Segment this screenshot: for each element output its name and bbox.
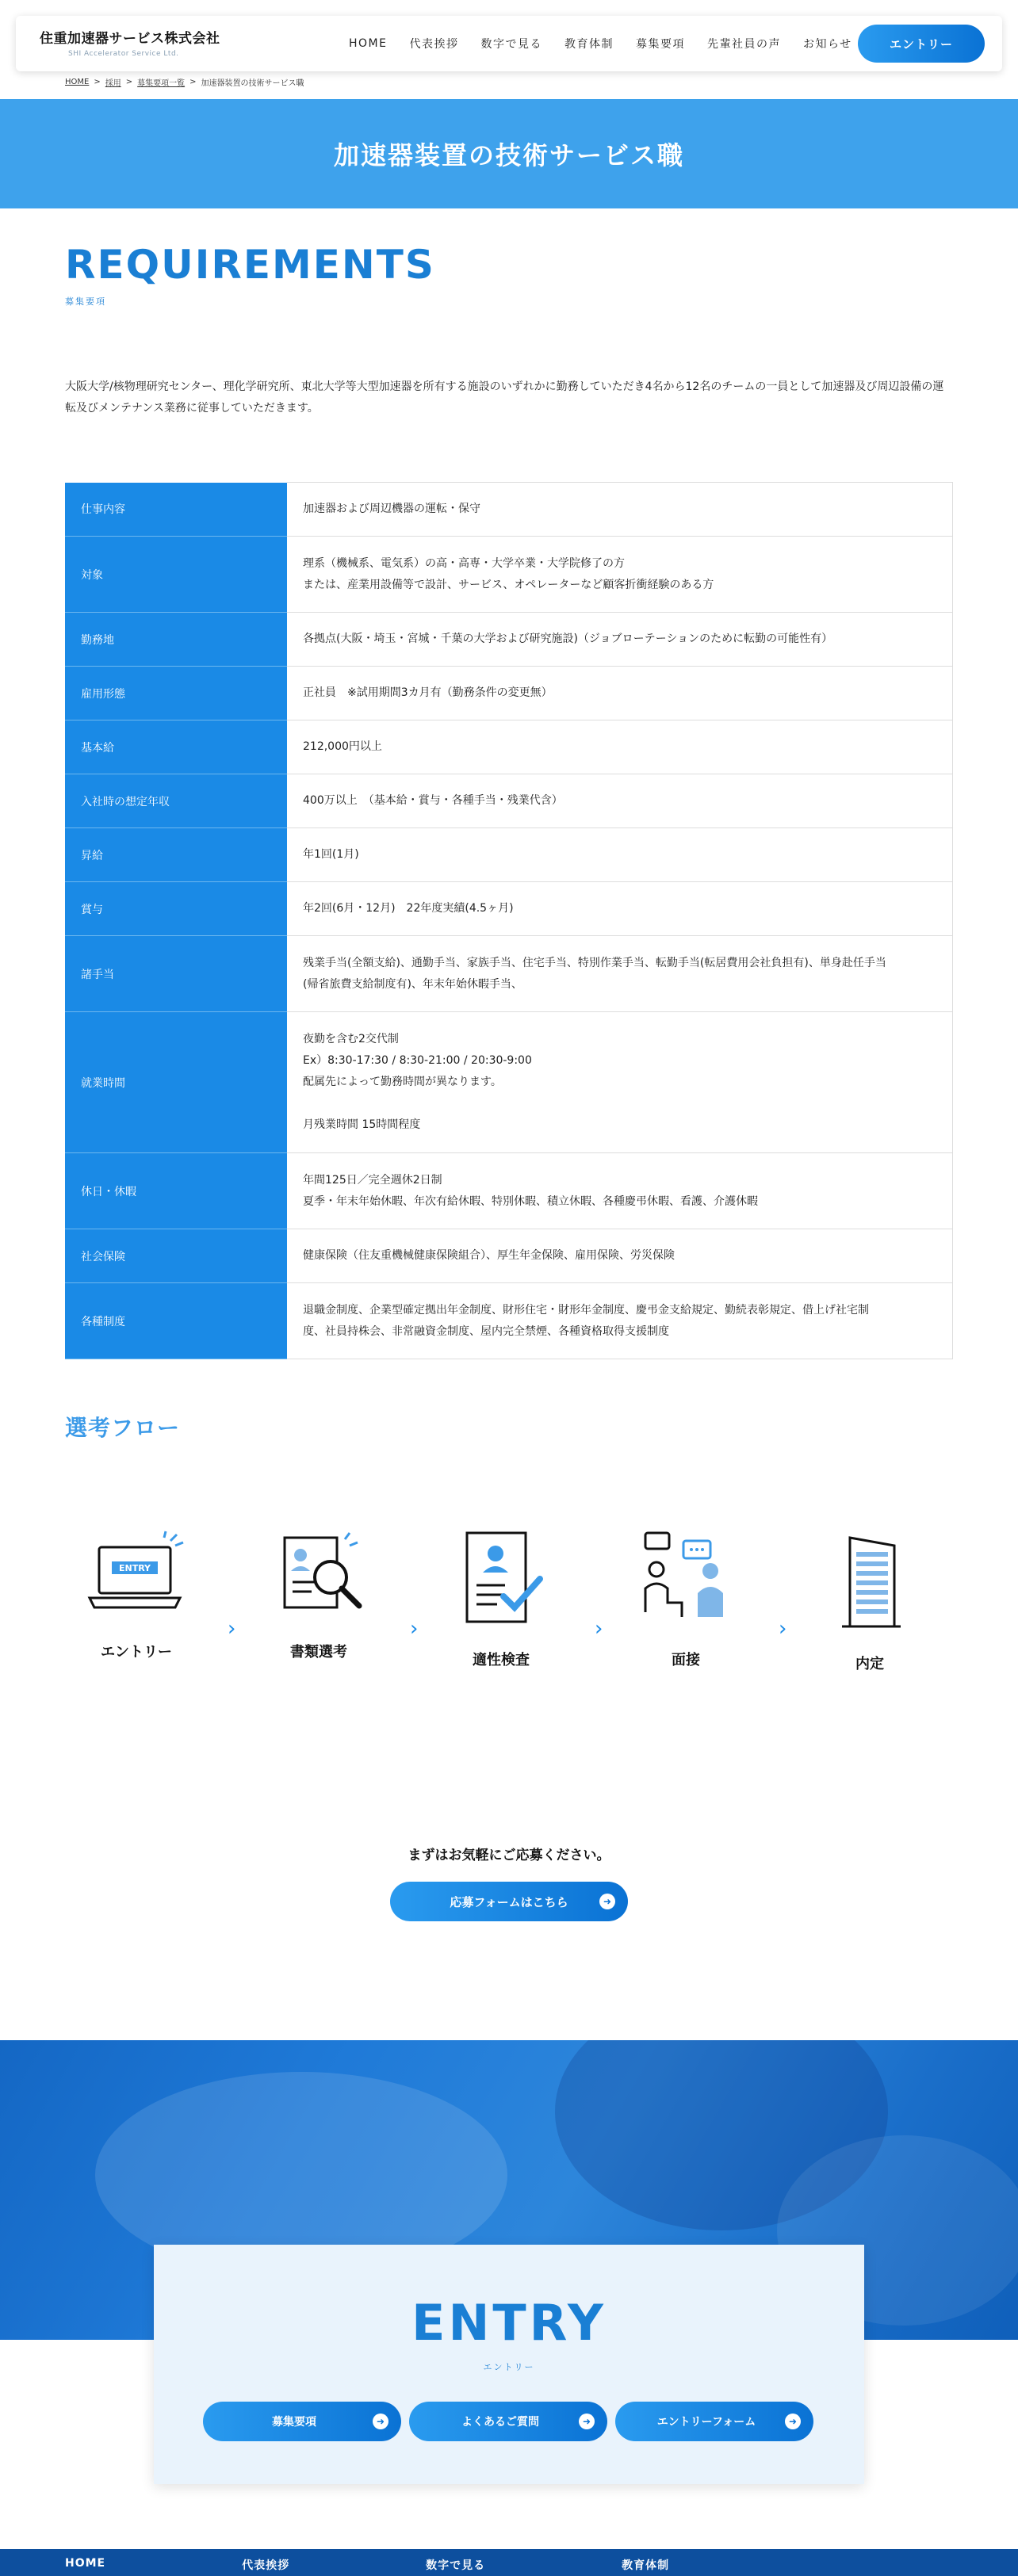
requirements-row-label: 昇給 bbox=[65, 828, 287, 882]
entry-card bbox=[154, 2245, 864, 2484]
arrow-right-icon: ➜ bbox=[373, 2414, 388, 2429]
requirements-row-value bbox=[287, 828, 953, 882]
requirements-row-label: 各種制度 bbox=[65, 1283, 287, 1359]
requirements-row bbox=[65, 774, 953, 828]
nav-requirements[interactable]: 募集要項 bbox=[635, 38, 685, 51]
chevron-right-icon: › bbox=[410, 1617, 419, 1641]
breadcrumb-separator: > bbox=[125, 78, 133, 86]
flow-step-offer bbox=[798, 1530, 941, 1673]
footer-nav bbox=[65, 2557, 669, 2573]
main-nav bbox=[349, 16, 852, 71]
requirements-row-label: 休日・休暇 bbox=[65, 1153, 287, 1229]
requirements-row-value bbox=[287, 882, 953, 936]
requirements-row bbox=[65, 537, 953, 613]
requirements-row bbox=[65, 936, 953, 1012]
document-check-icon bbox=[450, 1530, 553, 1625]
requirements-row bbox=[65, 720, 953, 774]
flow-heading: 選考フロー bbox=[65, 1415, 181, 1441]
footer-nav-education[interactable]: 教育体制 bbox=[622, 2559, 670, 2572]
requirements-row bbox=[65, 828, 953, 882]
requirements-row-label: 入社時の想定年収 bbox=[65, 774, 287, 828]
requirements-row-value bbox=[287, 537, 953, 613]
breadcrumb-current: 加速器装置の技術サービス職 bbox=[201, 79, 304, 88]
breadcrumb-separator: > bbox=[189, 78, 197, 86]
requirements-row-value bbox=[287, 1229, 953, 1283]
requirements-value-line: または、産業用設備等で設計、サービス、オペレーターなど顧客折衝経験のある方 bbox=[303, 578, 714, 591]
requirements-intro: 大阪大学/核物理研究センター、理化学研究所、東北大学等大型加速器を所有する施設のいずれかに勤務していただき4名から12名のチームの一員として加速器及び周辺設備の運転及びメンテナンス業務に従事していただきます。 bbox=[65, 380, 944, 415]
footer-nav-greeting[interactable]: 代表挨拶 bbox=[242, 2559, 290, 2572]
requirements-value-line: 度、社員持株会、非常融資金制度、屋内完全禁煙、各種資格取得支援制度 bbox=[303, 1324, 669, 1338]
requirements-heading: REQUIREMENTS bbox=[65, 242, 435, 288]
requirements-row bbox=[65, 667, 953, 720]
flow-step-label: 書類選考 bbox=[290, 1644, 347, 1661]
site-footer bbox=[0, 2549, 1018, 2576]
entry-subheading: エントリー bbox=[483, 2362, 535, 2372]
flow-step-aptitude bbox=[430, 1530, 572, 1669]
requirements-row-value bbox=[287, 667, 953, 720]
requirements-row-value bbox=[287, 720, 953, 774]
breadcrumb bbox=[65, 76, 304, 88]
requirements-value-line: 理系（機械系、電気系）の高・高専・大学卒業・大学院修了の方 bbox=[303, 556, 625, 570]
requirements-row bbox=[65, 1229, 953, 1283]
flow-step-label: 適性検査 bbox=[473, 1652, 530, 1668]
requirements-subheading: 募集要項 bbox=[65, 296, 106, 307]
requirements-row-label: 就業時間 bbox=[65, 1012, 287, 1153]
requirements-row-value bbox=[287, 1283, 953, 1359]
arrow-right-icon: ➜ bbox=[785, 2414, 801, 2429]
interview-icon bbox=[634, 1530, 737, 1625]
requirements-row bbox=[65, 483, 953, 537]
chevron-right-icon: › bbox=[779, 1617, 787, 1641]
requirements-row-value bbox=[287, 1012, 953, 1153]
selection-flow bbox=[65, 1530, 953, 1696]
nav-voices[interactable]: 先輩社員の声 bbox=[706, 38, 781, 51]
apply-form-button[interactable] bbox=[390, 1882, 628, 1921]
chevron-right-icon: › bbox=[228, 1617, 236, 1641]
requirements-value-line bbox=[303, 1093, 936, 1114]
arrow-right-icon: ➜ bbox=[599, 1894, 615, 1909]
requirements-row bbox=[65, 1153, 953, 1229]
building-icon bbox=[818, 1530, 921, 1629]
entry-links bbox=[203, 2402, 813, 2441]
requirements-value-line: 健康保険（住友重機械健康保険組合）、厚生年金保険、雇用保険、労災保険 bbox=[303, 1249, 675, 1262]
flow-step-label: 面接 bbox=[672, 1652, 700, 1668]
requirements-row-value bbox=[287, 936, 953, 1012]
flow-step-entry bbox=[65, 1530, 208, 1661]
header-entry-button[interactable]: エントリー bbox=[858, 25, 985, 63]
requirements-value-line: 残業手当(全額支給)、通勤手当、家族手当、住宅手当、特別作業手当、転勤手当(転居費用会社負担有)、単身赴任手当 bbox=[303, 956, 886, 969]
nav-home[interactable]: HOME bbox=[349, 37, 388, 50]
breadcrumb-home[interactable]: HOME bbox=[65, 78, 90, 86]
logo-sub-text: SHI Accelerator Service Ltd. bbox=[68, 50, 179, 58]
footer-nav-numbers[interactable]: 数字で見る bbox=[426, 2559, 486, 2572]
nav-greeting[interactable]: 代表挨拶 bbox=[409, 38, 459, 51]
requirements-row-label: 仕事内容 bbox=[65, 483, 287, 537]
entry-heading: ENTRY bbox=[411, 2294, 607, 2352]
breadcrumb-separator: > bbox=[94, 78, 101, 86]
logo-main-text: 住重加速器サービス株式会社 bbox=[40, 31, 220, 47]
flow-step-interview bbox=[614, 1530, 757, 1669]
requirements-value-line: 夜勤を含む2交代制 bbox=[303, 1033, 399, 1045]
requirements-row-value bbox=[287, 483, 953, 537]
requirements-row-label: 諸手当 bbox=[65, 936, 287, 1012]
requirements-value-line: 400万以上 （基本給・賞与・各種手当・残業代含） bbox=[303, 794, 563, 807]
requirements-row bbox=[65, 613, 953, 667]
page-title: 加速器装置の技術サービス職 bbox=[333, 140, 684, 170]
requirements-value-line: 年2回(6月・12月) 22年度実績(4.5ヶ月) bbox=[303, 902, 514, 915]
requirements-link-button[interactable] bbox=[203, 2402, 401, 2441]
requirements-value-line: 正社員 ※試用期間3カ月有（勤務条件の変更無） bbox=[303, 686, 553, 699]
nav-news[interactable]: お知らせ bbox=[802, 38, 852, 51]
requirements-value-line: 各拠点(大阪・埼玉・宮城・千葉の大学および研究施設)（ジョブローテーションのために転勤の可能性有） bbox=[303, 633, 833, 645]
arrow-right-icon: ➜ bbox=[579, 2414, 595, 2429]
requirements-value-line: (帰省旅費支給制度有)、年末年始休暇手当、 bbox=[303, 977, 522, 991]
site-header bbox=[16, 16, 1002, 71]
requirements-row-label: 社会保険 bbox=[65, 1229, 287, 1283]
requirements-value-line: 加速器および周辺機器の運転・保守 bbox=[303, 503, 480, 515]
nav-numbers[interactable]: 数字で見る bbox=[480, 38, 542, 51]
requirements-value-line: 年1回(1月) bbox=[303, 848, 359, 861]
requirements-table bbox=[65, 482, 953, 1359]
requirements-row bbox=[65, 1283, 953, 1359]
requirements-row-label: 勤務地 bbox=[65, 613, 287, 667]
requirements-row bbox=[65, 882, 953, 936]
breadcrumb-list[interactable]: 募集要項一覧 bbox=[137, 79, 186, 88]
requirements-row-value bbox=[287, 774, 953, 828]
faq-link-label: よくあるご質問 bbox=[461, 2416, 539, 2429]
breadcrumb-recruit[interactable]: 採用 bbox=[105, 79, 121, 88]
requirements-value-line: 退職金制度、企業型確定拠出年金制度、財形住宅・財形年金制度、慶弔金支給規定、勤続表彰規定、借上げ社宅制 bbox=[303, 1303, 869, 1317]
flow-step-document bbox=[247, 1530, 390, 1661]
requirements-value-line: 月残業時間 15時間程度 bbox=[303, 1118, 421, 1131]
nav-education[interactable]: 教育体制 bbox=[564, 38, 614, 51]
requirements-link-label: 募集要項 bbox=[272, 2416, 316, 2429]
requirements-value-line: 配属先によって勤務時間が異なります。 bbox=[303, 1076, 502, 1088]
cta-message: まずはお気軽にご応募ください。 bbox=[408, 1848, 610, 1863]
site-logo[interactable] bbox=[40, 27, 220, 58]
entry-form-link-button[interactable] bbox=[615, 2402, 813, 2441]
flow-step-label: 内定 bbox=[855, 1656, 884, 1672]
requirements-row-value bbox=[287, 613, 953, 667]
requirements-row-value bbox=[287, 1153, 953, 1229]
apply-form-button-label: 応募フォームはこちら bbox=[450, 1894, 568, 1909]
laptop-entry-icon bbox=[85, 1530, 188, 1617]
entry-form-link-label: エントリーフォーム bbox=[656, 2416, 756, 2429]
flow-step-label: エントリー bbox=[101, 1644, 172, 1661]
chevron-right-icon: › bbox=[595, 1617, 603, 1641]
document-magnifier-icon bbox=[267, 1530, 370, 1617]
requirements-value-line: Ex）8:30-17:30 / 8:30-21:00 / 20:30-9:00 bbox=[303, 1054, 532, 1067]
requirements-value-line: 夏季・年末年始休暇、年次有給休暇、特別休暇、積立休暇、各種慶弔休暇、看護、介護休暇 bbox=[303, 1194, 758, 1208]
requirements-row-label: 対象 bbox=[65, 537, 287, 613]
requirements-row-label: 賞与 bbox=[65, 882, 287, 936]
footer-nav-home[interactable]: HOME bbox=[65, 2557, 106, 2570]
requirements-row-label: 雇用形態 bbox=[65, 667, 287, 720]
requirements-row bbox=[65, 1012, 953, 1153]
page-banner bbox=[0, 99, 1018, 208]
entry-screen-text: ENTRY bbox=[118, 1563, 151, 1573]
faq-link-button[interactable] bbox=[409, 2402, 607, 2441]
requirements-value-line: 年間125日／完全週休2日制 bbox=[303, 1173, 442, 1187]
requirements-row-label: 基本給 bbox=[65, 720, 287, 774]
requirements-value-line: 212,000円以上 bbox=[303, 740, 382, 753]
